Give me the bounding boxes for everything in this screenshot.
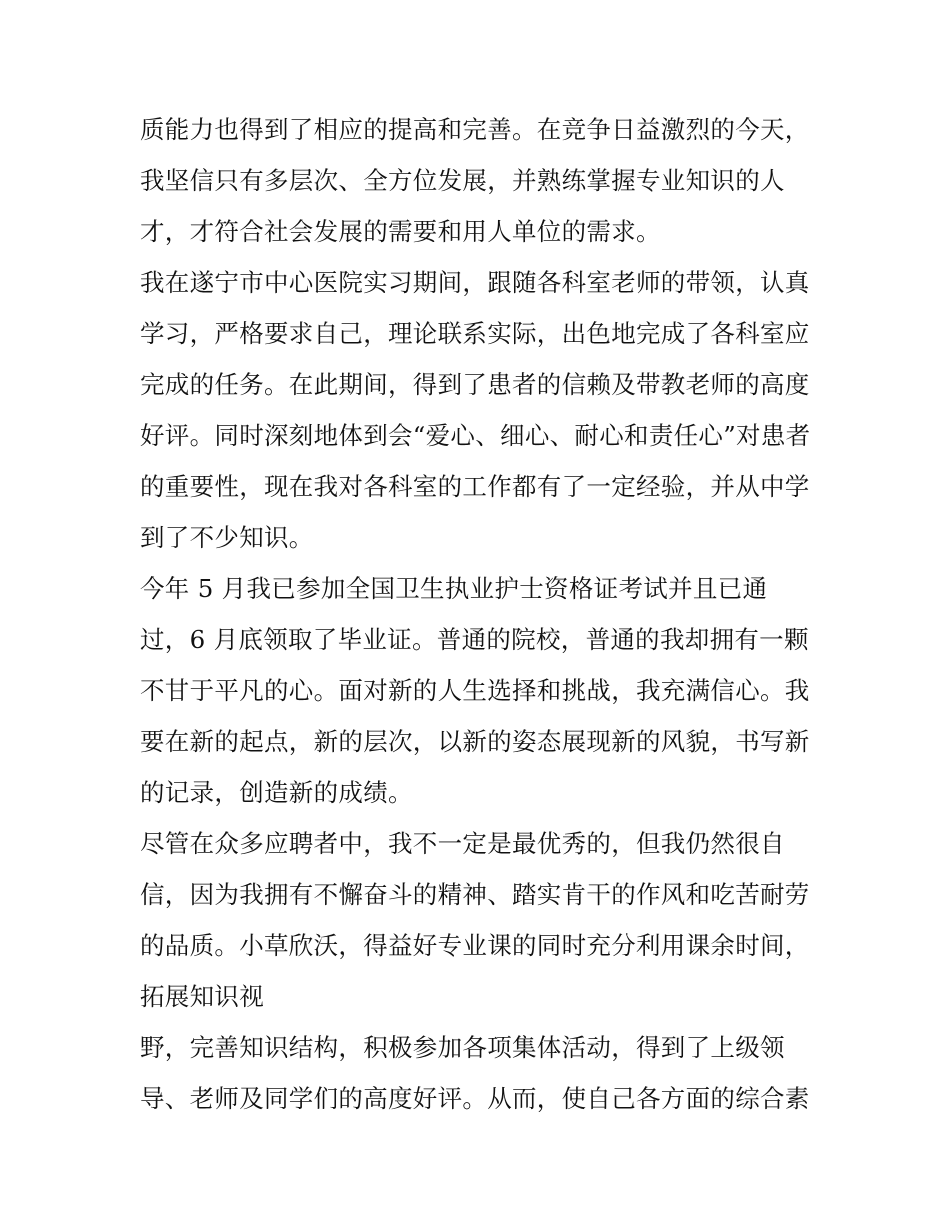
text-line: 今年 5 月我已参加全国卫生执业护士资格证考试并且已通 <box>140 574 768 603</box>
text-line: 要在新的起点，新的层次，以新的姿态展现新的风貌，书写新 <box>140 727 810 756</box>
text-line: 到了不少知识。 <box>140 523 314 552</box>
text-line: 过，6 月底领取了毕业证。普通的院校，普通的我却拥有一颗 <box>140 625 809 654</box>
text-line: 导、老师及同学们的高度好评。从而，使自己各方面的综合素 <box>140 1084 810 1113</box>
text-line: 完成的任务。在此期间，得到了患者的信赖及带教老师的高度 <box>140 370 810 399</box>
text-line: 不甘于平凡的心。面对新的人生选择和挑战，我充满信心。我 <box>140 676 810 705</box>
text-line: 的品质。小草欣沃，得益好专业课的同时充分利用课余时间， <box>140 931 810 960</box>
text-line: 信，因为我拥有不懈奋斗的精神、踏实肯干的作风和吃苦耐劳 <box>140 880 810 909</box>
text-line: 尽管在众多应聘者中，我不一定是最优秀的，但我仍然很自 <box>140 829 785 858</box>
body-text <box>140 104 830 1124</box>
text-line: 学习，严格要求自己，理论联系实际，出色地完成了各科室应 <box>140 319 810 348</box>
text-line: 的记录，创造新的成绩。 <box>140 778 413 807</box>
text-line: 拓展知识视 <box>140 982 264 1011</box>
text-line: 好评。同时深刻地体到会“爱心、细心、耐心和责任心”对患者 <box>140 421 811 450</box>
text-line: 我在遂宁市中心医院实习期间，跟随各科室老师的带领，认真 <box>140 268 810 297</box>
text-line: 才，才符合社会发展的需要和用人单位的需求。 <box>140 217 661 246</box>
text-line: 的重要性，现在我对各科室的工作都有了一定经验，并从中学 <box>140 472 810 501</box>
text-line: 我坚信只有多层次、全方位发展，并熟练掌握专业知识的人 <box>140 166 785 195</box>
text-line: 野，完善知识结构，积极参加各项集体活动，得到了上级领 <box>140 1033 785 1062</box>
text-line: 质能力也得到了相应的提高和完善。在竞争日益激烈的今天， <box>140 115 810 144</box>
